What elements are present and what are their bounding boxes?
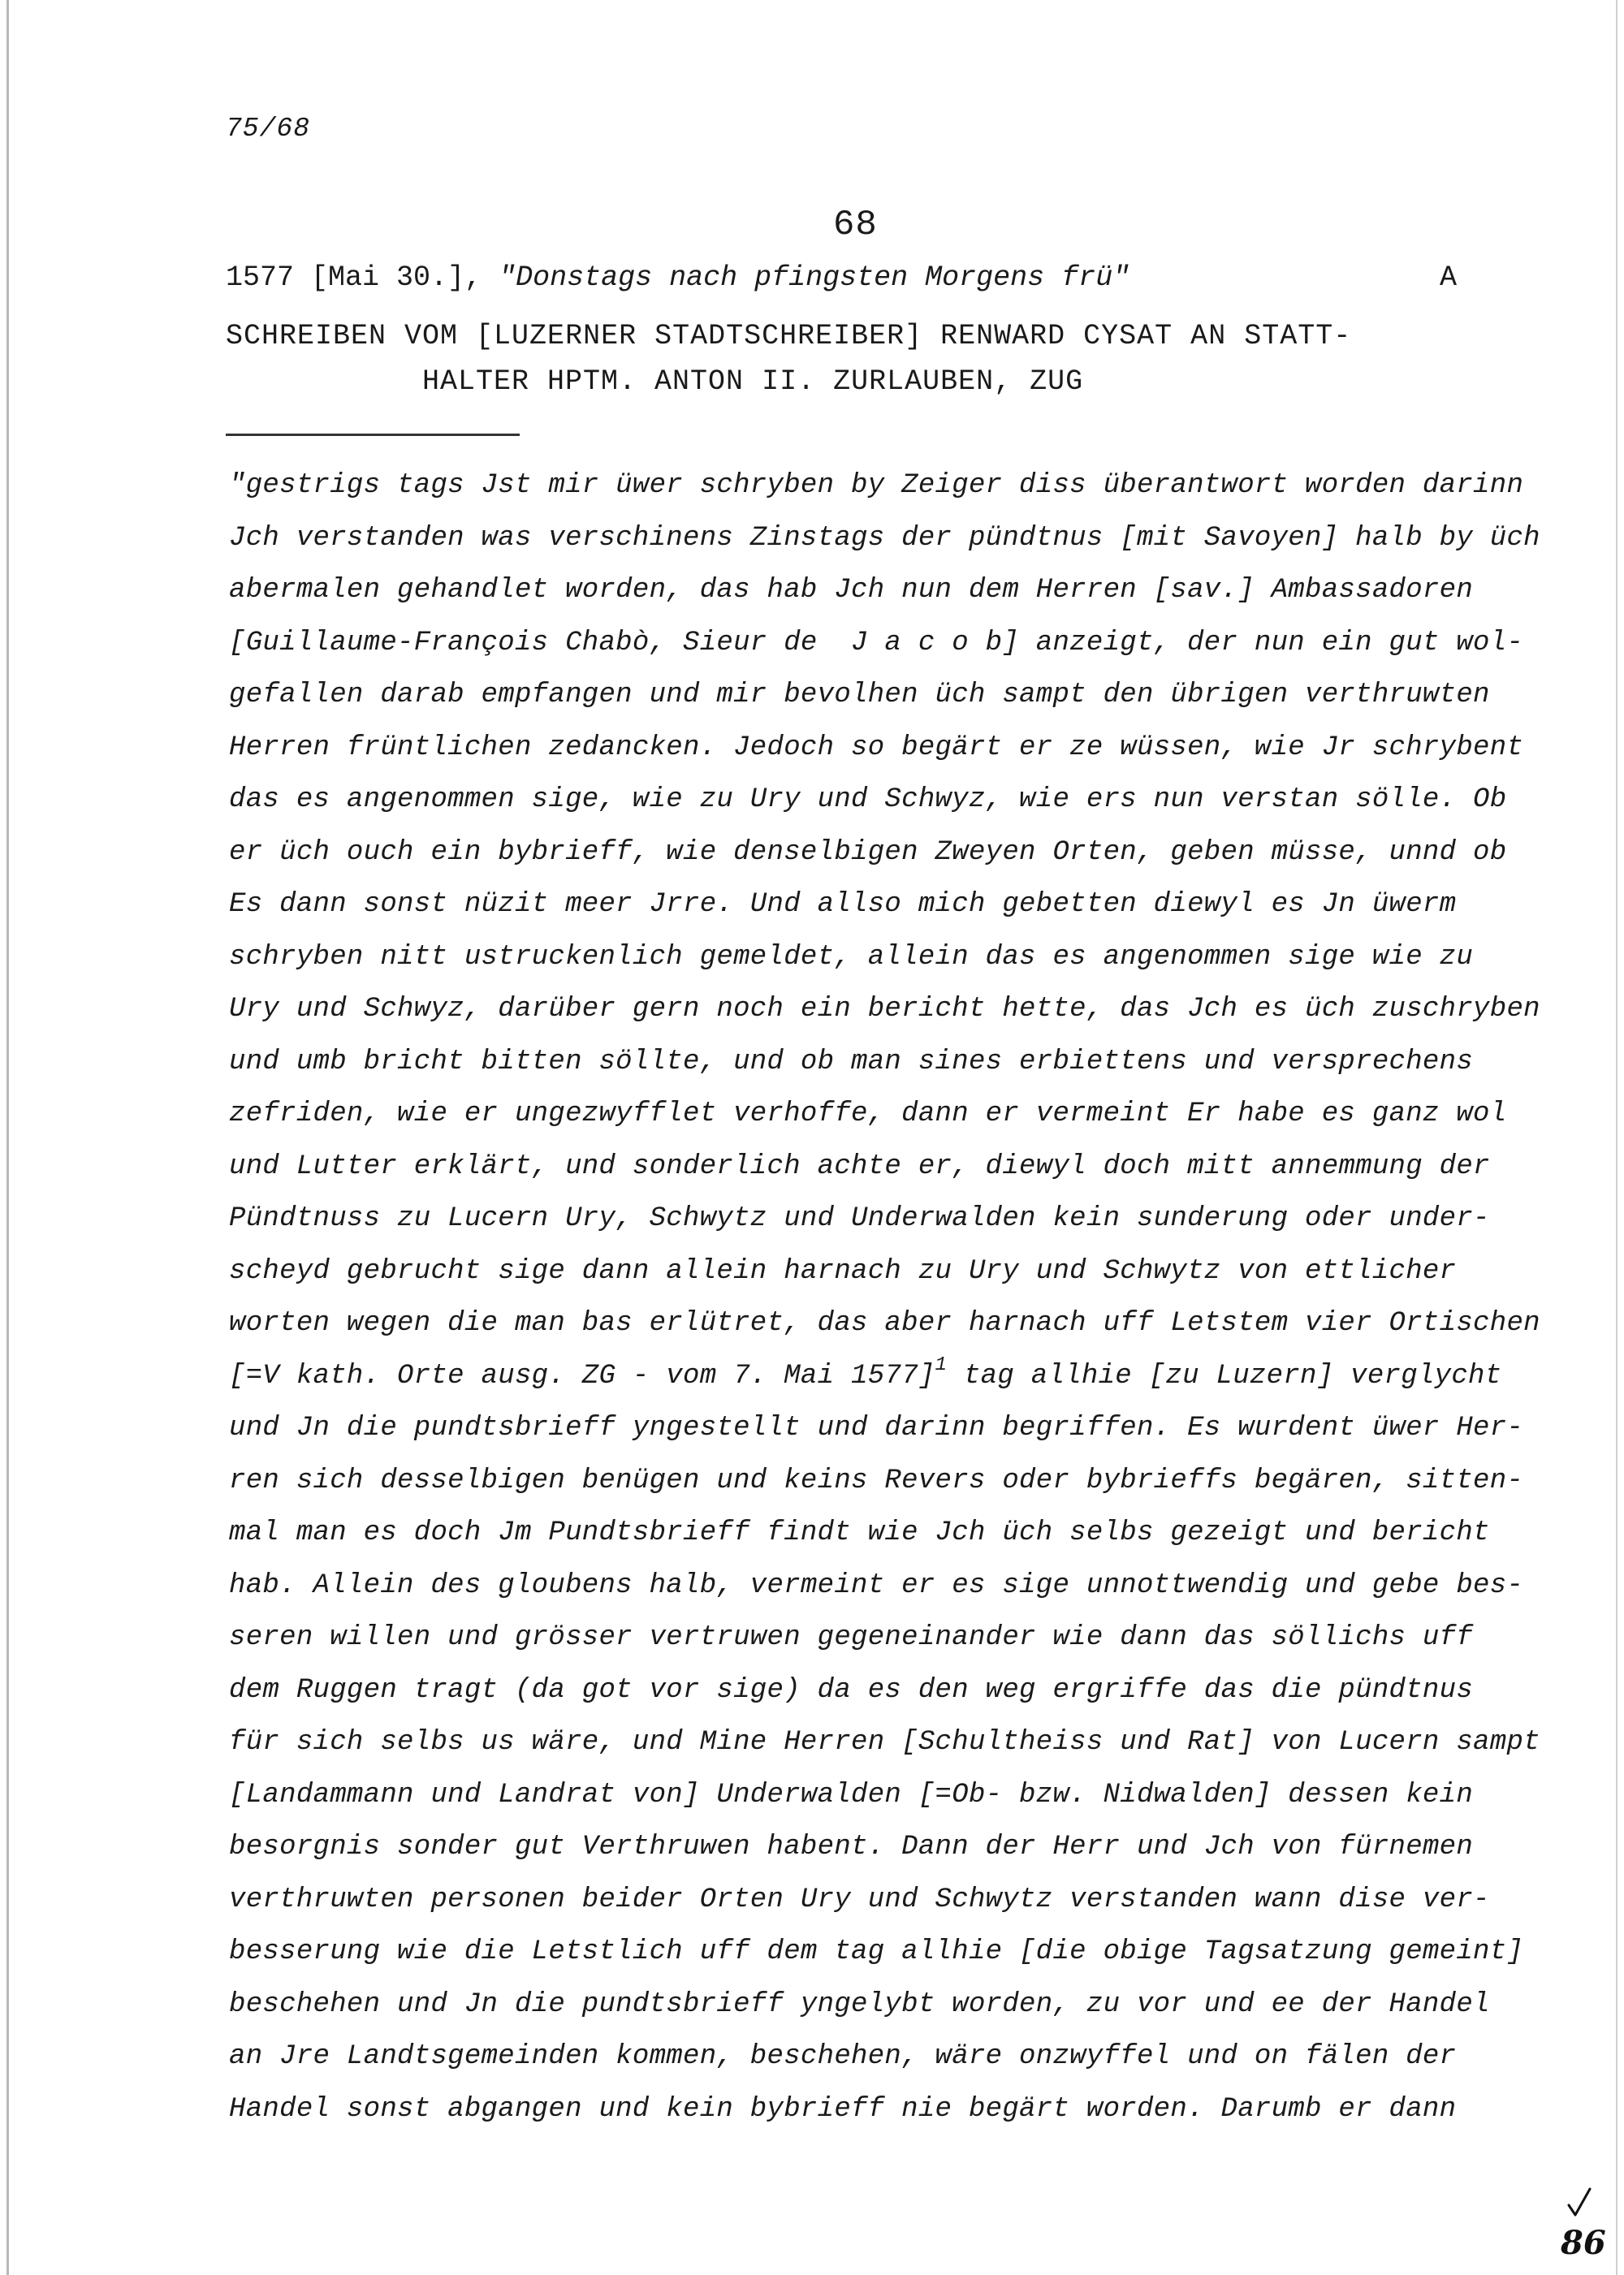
scan-edge-right xyxy=(1616,0,1618,2275)
date-line xyxy=(226,261,1129,294)
letter-body xyxy=(229,460,1540,2135)
check-mark-icon xyxy=(1569,2189,1590,2215)
body-line: abermalen gehandlet worden, das hab Jch nun dem Herren [sav.] Ambassadoren xyxy=(229,575,1474,606)
body-line: zefriden, wie er ungezwyfflet verhoffe, dann er vermeint Er habe es ganz wol xyxy=(229,1099,1507,1129)
body-line: an Jre Landtsgemeinden kommen, beschehen, wäre onzwyffel und on fälen der xyxy=(229,2041,1457,2072)
title-line-1: SCHREIBEN VOM [LUZERNER STADTSCHREIBER] RENWARD CYSAT AN STATT- xyxy=(226,320,1352,352)
body-line: und Jn die pundtsbrieff yngestellt und darinn begriffen. Es wurdent üwer Her- xyxy=(229,1413,1524,1444)
body-line: besserung wie die Letstlich uff dem tag allhie [die obige Tagsatzung gemeint] xyxy=(229,1936,1524,1967)
body-line: schryben nitt ustruckenlich gemeldet, allein das es angenommen sige wie zu xyxy=(229,941,1474,973)
date-quote: "Donstags nach pfingsten Morgens frü" xyxy=(499,261,1130,294)
body-line: seren willen und grösser vertruwen gegeneinander wie dann das söllichs uff xyxy=(229,1622,1474,1653)
body-line-with-footnote xyxy=(229,1350,1502,1403)
body-line: [Landammann und Landrat von] Underwalden [=Ob- bzw. Nidwalden] dessen kein xyxy=(229,1779,1474,1811)
body-line: ren sich desselbigen benügen und keins Revers oder bybrieffs begären, sitten- xyxy=(229,1465,1524,1496)
title-line-2: HALTER HPTM. ANTON II. ZURLAUBEN, ZUG xyxy=(422,365,1084,398)
scan-edge-left xyxy=(6,0,9,2275)
body-line: beschehen und Jn die pundtsbrieff yngelybt worden, zu vor und ee der Handel xyxy=(229,1988,1490,2020)
reference-number: 75/68 xyxy=(226,114,311,144)
body-line: gefallen darab empfangen und mir bevolhen üch sampt den übrigen verthruwten xyxy=(229,680,1490,710)
handwritten-folio-mark xyxy=(1557,2186,1614,2267)
body-line: Jch verstanden was verschinens Zinstags der pündtnus [mit Savoyen] halb by üch xyxy=(229,522,1540,554)
body-line: er üch ouch ein bybrieff, wie denselbigen Zweyen Orten, geben müsse, unnd ob xyxy=(229,836,1507,868)
body-line: Ury und Schwyz, darüber gern noch ein bericht hette, das Jch es üch zuschryben xyxy=(229,994,1540,1025)
body-line: das es angenommen sige, wie zu Ury und Schwyz, wie ers nun verstan sölle. Ob xyxy=(229,784,1507,815)
body-line: Es dann sonst nüzit meer Jrre. Und allso mich gebetten diewyl es Jn üwerm xyxy=(229,889,1457,920)
body-line: "gestrigs tags Jst mir üwer schryben by Zeiger diss überantwort worden darinn xyxy=(229,470,1524,501)
body-line: und Lutter erklärt, und sonderlich achte er, diewyl doch mitt annemmung der xyxy=(229,1150,1490,1182)
document-title xyxy=(226,313,1476,404)
body-line: Herren früntlichen zedancken. Jedoch so begärt er ze wüssen, wie Jr schrybent xyxy=(229,732,1524,763)
body-line: Pündtnuss zu Lucern Ury, Schwytz und Underwalden kein sunderung oder under- xyxy=(229,1203,1490,1234)
folio-number: 86 xyxy=(1561,2224,1606,2262)
body-line: für sich selbs us wäre, und Mine Herren [Schultheiss und Rat] von Lucern sampt xyxy=(229,1727,1540,1758)
body-line: verthruwten personen beider Orten Ury und Schwytz verstanden wann dise ver- xyxy=(229,1884,1490,1915)
separator-rule xyxy=(226,434,520,436)
body-line: scheyd gebrucht sige dann allein harnach zu Ury und Schwytz von ettlicher xyxy=(229,1255,1457,1287)
body-line-text: [=V kath. Orte ausg. ZG - vom 7. Mai 1577] xyxy=(229,1360,935,1392)
body-line: Handel sonst abgangen und kein bybrieff nie begärt worden. Darumb er dann xyxy=(229,2093,1457,2125)
footnote-marker: 1 xyxy=(935,1353,948,1376)
body-line: dem Ruggen tragt (da got vor sige) da es den weg ergriffe das die pündtnus xyxy=(229,1674,1474,1706)
category-letter: A xyxy=(1440,261,1458,294)
body-line: mal man es doch Jm Pundtsbrieff findt wie Jch üch selbs gezeigt und bericht xyxy=(229,1517,1490,1548)
body-line: und umb bricht bitten söllte, und ob man sines erbiettens und versprechens xyxy=(229,1046,1474,1077)
body-line-tail: tag allhie [zu Luzern] verglycht xyxy=(947,1360,1502,1392)
body-line: [Guillaume-François Chabò, Sieur de J a c o b] anzeigt, der nun ein gut wol- xyxy=(229,627,1524,658)
document-number: 68 xyxy=(833,205,878,245)
body-line: besorgnis sonder gut Verthruwen habent. Dann der Herr und Jch von fürnemen xyxy=(229,1832,1474,1863)
date-prefix: 1577 [Mai 30.], xyxy=(226,261,482,294)
body-line: worten wegen die man bas erlütret, das aber harnach uff Letstem vier Ortischen xyxy=(229,1308,1540,1339)
body-line: hab. Allein des gloubens halb, vermeint er es sige unnottwendig und gebe bes- xyxy=(229,1569,1524,1601)
